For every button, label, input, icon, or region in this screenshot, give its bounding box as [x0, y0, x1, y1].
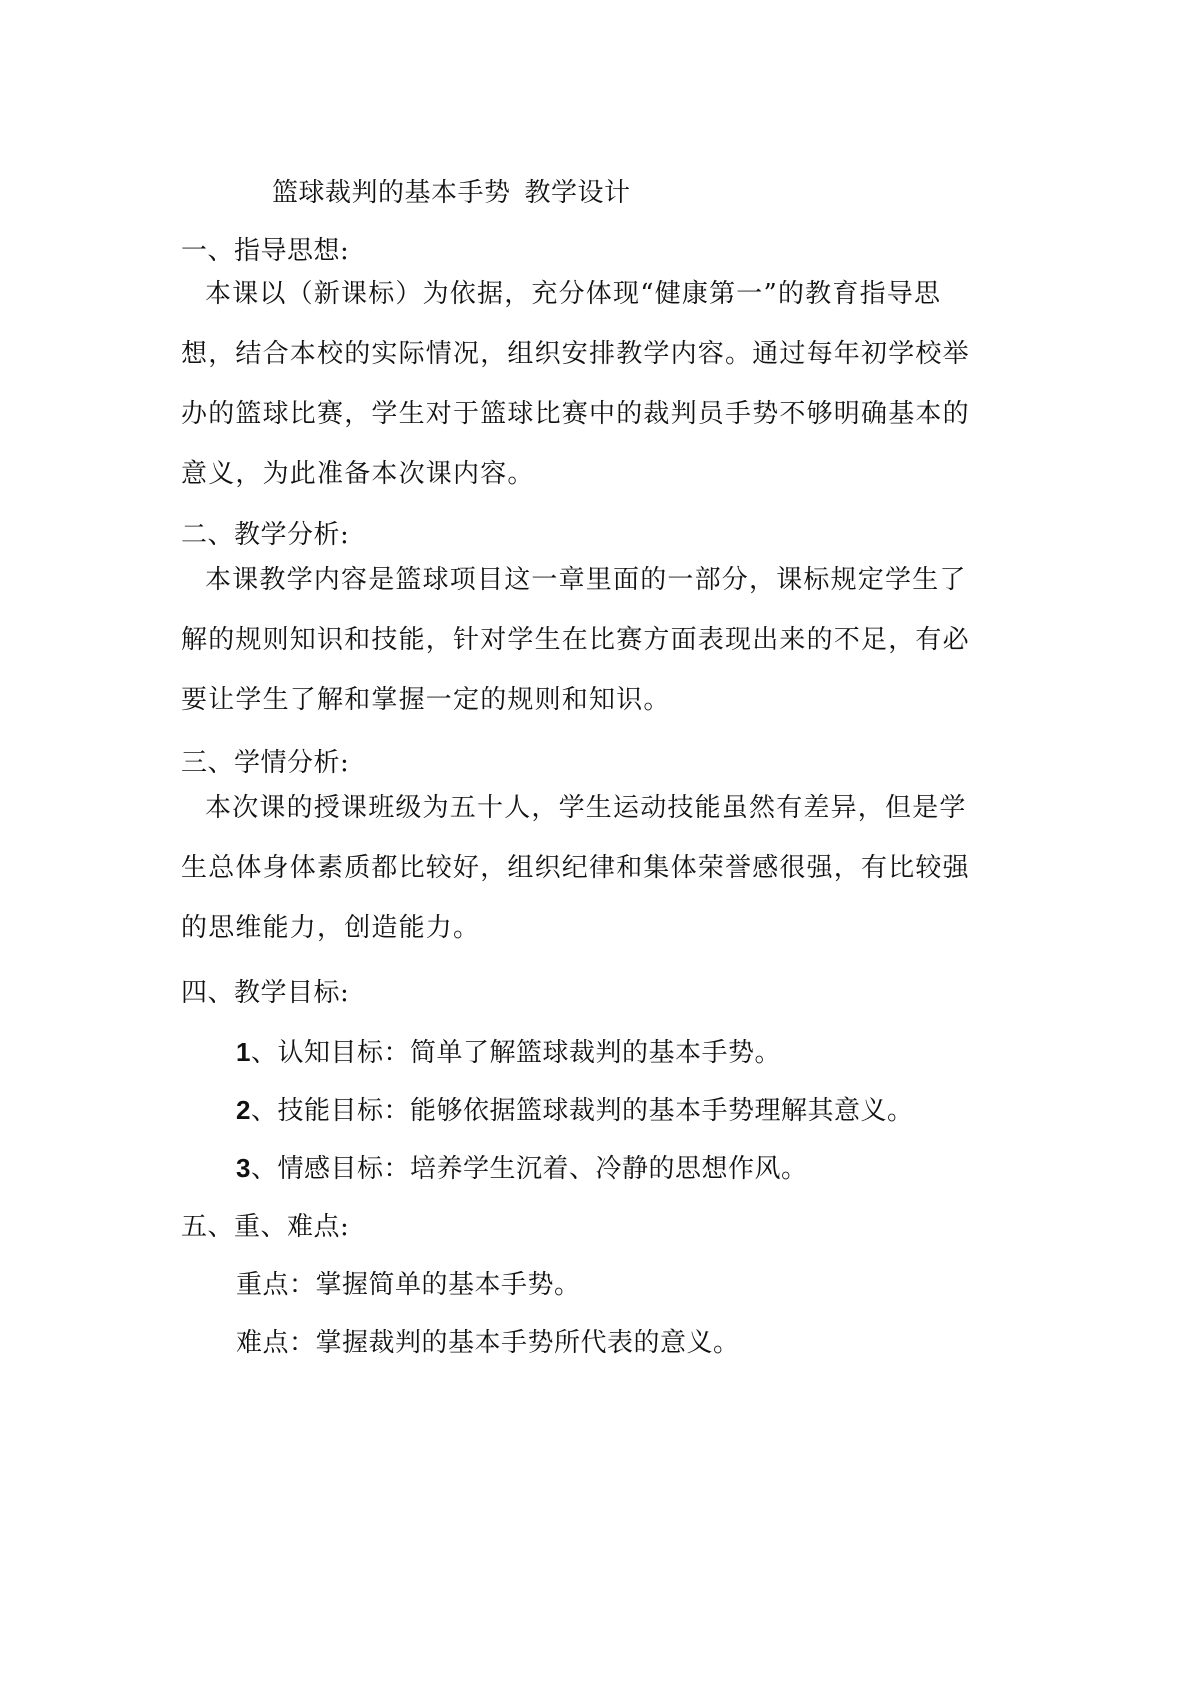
- objective-text: 、技能目标：能够依据篮球裁判的基本手势理解其意义。: [250, 1096, 914, 1126]
- title-sub: 教学设计: [524, 178, 631, 208]
- section-heading-teaching-objectives: 四、教学目标:: [181, 978, 350, 1008]
- section-heading-learner-analysis: 三、学情分析:: [181, 748, 350, 778]
- section-paragraph-teaching-analysis: [181, 550, 1021, 730]
- paragraph-line: 要让学生了解和掌握一定的规则和知识。: [181, 685, 671, 715]
- objective-item: [236, 1090, 913, 1127]
- section-paragraph-learner-analysis: [181, 778, 1021, 958]
- section-heading-teaching-analysis: 二、教学分析:: [181, 520, 350, 550]
- paragraph-line: 生总体身体素质都比较好，组织纪律和集体荣誉感很强，有比较强: [181, 853, 970, 883]
- document-title: [272, 172, 631, 209]
- paragraph-line: 的思维能力，创造能力。: [181, 913, 481, 943]
- objective-item: [236, 1148, 807, 1185]
- difficult-point: 难点：掌握裁判的基本手势所代表的意义。: [236, 1328, 740, 1358]
- objective-item: [236, 1032, 781, 1069]
- paragraph-line: 办的篮球比赛，学生对于篮球比赛中的裁判员手势不够明确基本的: [181, 399, 970, 429]
- paragraph-line: 本次课的授课班级为五十人，学生运动技能虽然有差异，但是学: [205, 793, 967, 823]
- paragraph-line: 意义，为此准备本次课内容。: [181, 459, 535, 489]
- paragraph-line: 本课教学内容是篮球项目这一章里面的一部分，课标规定学生了: [205, 565, 967, 595]
- objective-number: 2: [236, 1095, 251, 1125]
- objective-text: 、认知目标：简单了解篮球裁判的基本手势。: [250, 1038, 781, 1068]
- section-heading-key-difficult-points: 五、重、难点:: [181, 1212, 350, 1242]
- section-paragraph-guiding-ideology: [181, 264, 1021, 504]
- objective-number: 3: [236, 1153, 251, 1183]
- paragraph-line: 想，结合本校的实际情况，组织安排教学内容。通过每年初学校举: [181, 339, 970, 369]
- objective-text: 、情感目标：培养学生沉着、冷静的思想作风。: [250, 1154, 808, 1184]
- section-heading-guiding-ideology: 一、指导思想:: [181, 236, 350, 266]
- paragraph-line: 解的规则知识和技能，针对学生在比赛方面表现出来的不足，有必: [181, 625, 970, 655]
- paragraph-line: 本课以（新课标）为依据，充分体现“健康第一”的教育指导思: [205, 279, 942, 309]
- title-main: 篮球裁判的基本手势: [272, 178, 511, 208]
- key-point: 重点：掌握简单的基本手势。: [236, 1270, 581, 1300]
- objective-number: 1: [236, 1037, 251, 1067]
